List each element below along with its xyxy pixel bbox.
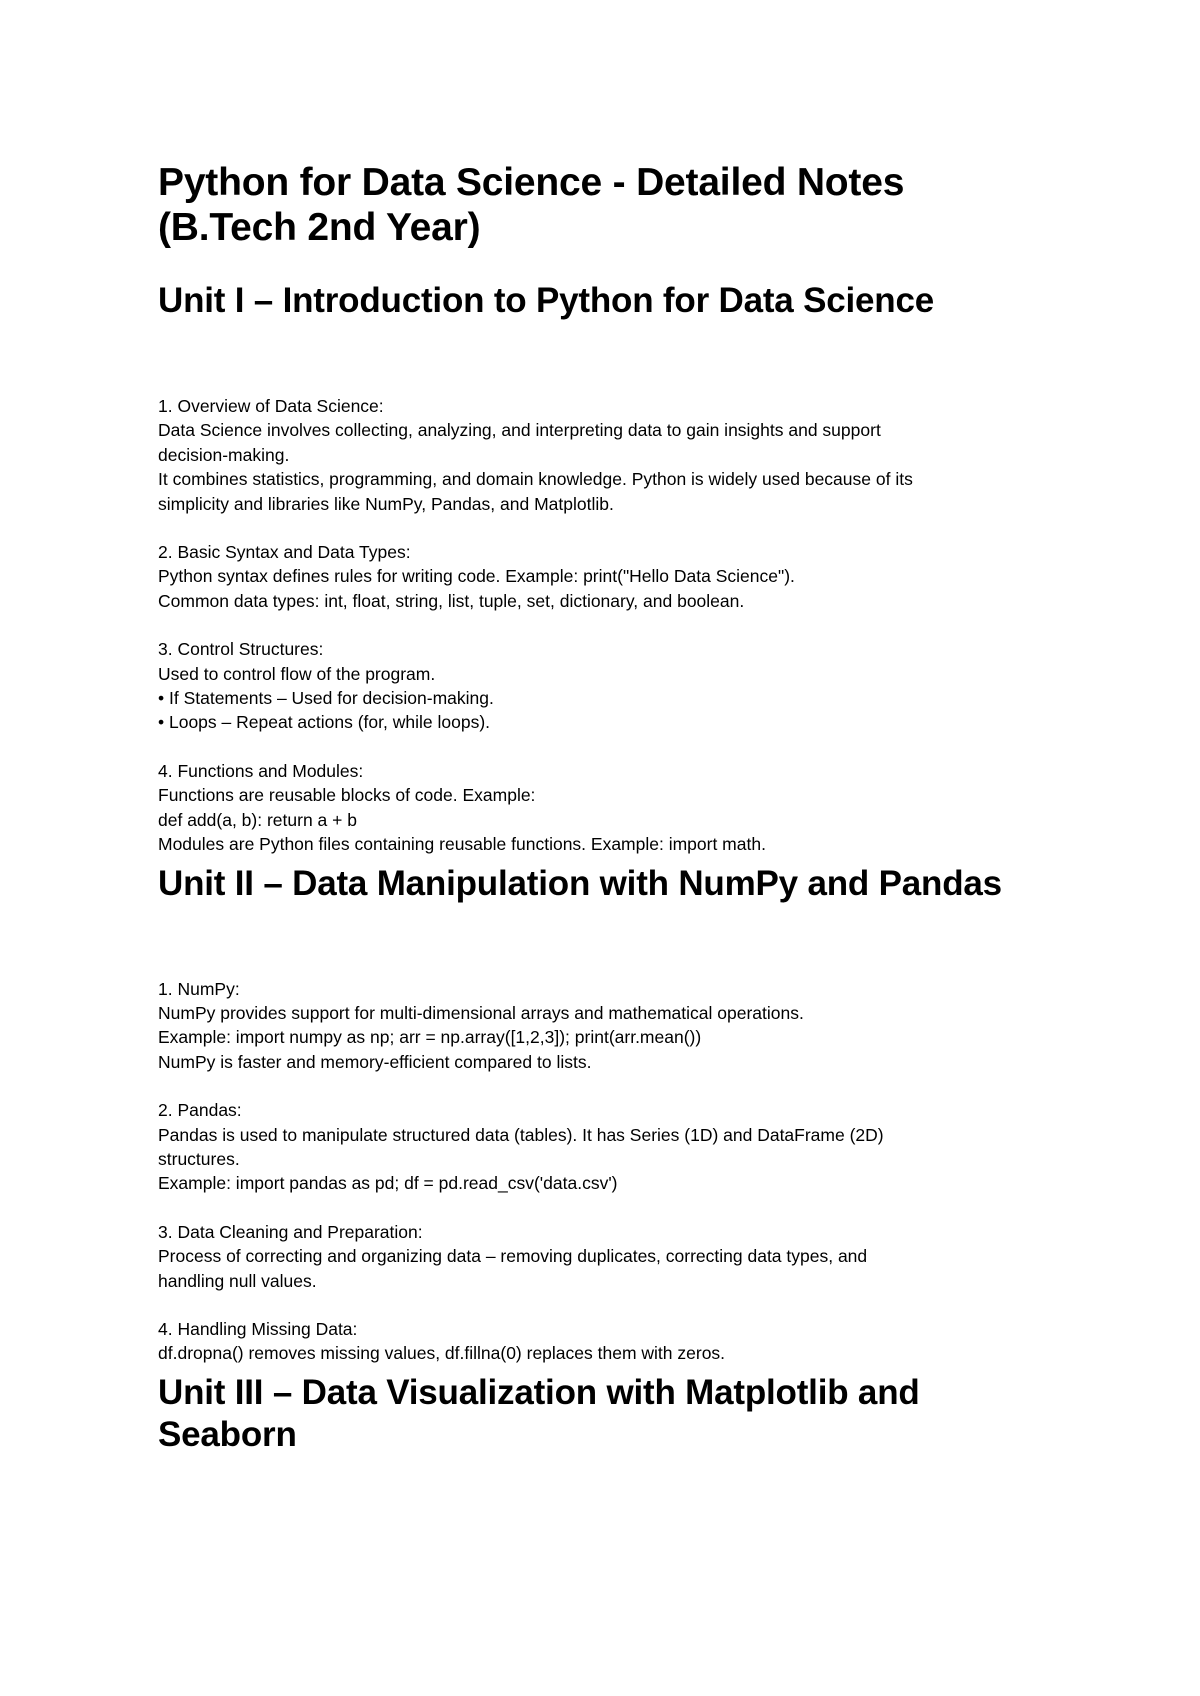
- section-text-line: def add(a, b): return a + b: [158, 809, 357, 830]
- section-title: 4. Handling Missing Data:: [158, 1318, 358, 1339]
- unit-heading-line: Unit II – Data Manipulation with NumPy and Pandas: [158, 863, 1002, 903]
- note-section: [158, 394, 1078, 516]
- section-title: 3. Data Cleaning and Preparation:: [158, 1221, 423, 1242]
- section-text-line: handling null values.: [158, 1270, 317, 1291]
- section-title: 2. Basic Syntax and Data Types:: [158, 542, 411, 563]
- note-section: [158, 759, 1078, 857]
- document-title-line: Python for Data Science - Detailed Notes: [158, 161, 905, 204]
- section-text-line: structures.: [158, 1148, 240, 1169]
- unit-heading: [158, 1372, 1078, 1456]
- note-section: [158, 637, 1078, 735]
- section-text-line: • If Statements – Used for decision-making.: [158, 688, 494, 709]
- section-text-line: NumPy is faster and memory-efficient compared to lists.: [158, 1051, 592, 1072]
- section-text-line: Common data types: int, float, string, list, tuple, set, dictionary, and boolean.: [158, 590, 745, 611]
- section-text-line: Python syntax defines rules for writing code. Example: print("Hello Data Science").: [158, 566, 795, 587]
- unit-section: [158, 1372, 1078, 1456]
- note-section: [158, 1098, 1078, 1196]
- note-section: [158, 1317, 1078, 1366]
- section-text-line: It combines statistics, programming, and domain knowledge. Python is widely used because of its: [158, 469, 913, 490]
- section-text-line: Data Science involves collecting, analyzing, and interpreting data to gain insights and support: [158, 420, 881, 441]
- unit-heading-line: Unit III – Data Visualization with Matplotlib and: [158, 1372, 920, 1412]
- paragraph-gap: [158, 1074, 1078, 1098]
- unit-section: [158, 280, 1078, 857]
- unit-body: [158, 394, 1078, 857]
- paragraph-gap: [158, 1196, 1078, 1220]
- section-text-line: Example: import numpy as np; arr = np.array([1,2,3]); print(arr.mean()): [158, 1027, 702, 1048]
- section-text-line: NumPy provides support for multi-dimensional arrays and mathematical operations.: [158, 1002, 804, 1023]
- unit-body: [158, 977, 1078, 1366]
- section-title: 3. Control Structures:: [158, 639, 324, 660]
- unit-heading-line: Seaborn: [158, 1414, 297, 1454]
- document-title-line: (B.Tech 2nd Year): [158, 206, 481, 249]
- section-title: 2. Pandas:: [158, 1100, 242, 1121]
- section-text-line: simplicity and libraries like NumPy, Pandas, and Matplotlib.: [158, 493, 614, 514]
- paragraph-gap: [158, 1293, 1078, 1317]
- section-text-line: Functions are reusable blocks of code. Example:: [158, 785, 536, 806]
- units-container: [158, 280, 1078, 1456]
- section-text-line: Pandas is used to manipulate structured data (tables). It has Series (1D) and DataFrame (2D): [158, 1124, 884, 1145]
- section-title: 1. NumPy:: [158, 978, 240, 999]
- paragraph-gap: [158, 516, 1078, 540]
- note-section: [158, 1220, 1078, 1293]
- note-section: [158, 540, 1078, 613]
- section-text-line: • Loops – Repeat actions (for, while loops).: [158, 712, 491, 733]
- section-text-line: Process of correcting and organizing data – removing duplicates, correcting data types, and: [158, 1246, 868, 1267]
- section-text-line: Modules are Python files containing reusable functions. Example: import math.: [158, 834, 766, 855]
- section-text-line: Example: import pandas as pd; df = pd.read_csv('data.csv'): [158, 1173, 618, 1194]
- section-text-line: Used to control flow of the program.: [158, 663, 436, 684]
- section-text-line: decision-making.: [158, 444, 290, 465]
- document-title: [158, 160, 1078, 250]
- unit-heading-line: Unit I – Introduction to Python for Data Science: [158, 281, 935, 320]
- paragraph-gap: [158, 613, 1078, 637]
- document-page: [158, 160, 1078, 1456]
- paragraph-gap: [158, 735, 1078, 759]
- unit-heading: [158, 863, 1078, 905]
- note-section: [158, 977, 1078, 1075]
- section-title: 4. Functions and Modules:: [158, 760, 364, 781]
- section-text-line: df.dropna() removes missing values, df.fillna(0) replaces them with zeros.: [158, 1343, 726, 1364]
- section-title: 1. Overview of Data Science:: [158, 396, 384, 416]
- unit-section: [158, 863, 1078, 1366]
- unit-heading: [158, 280, 1078, 322]
